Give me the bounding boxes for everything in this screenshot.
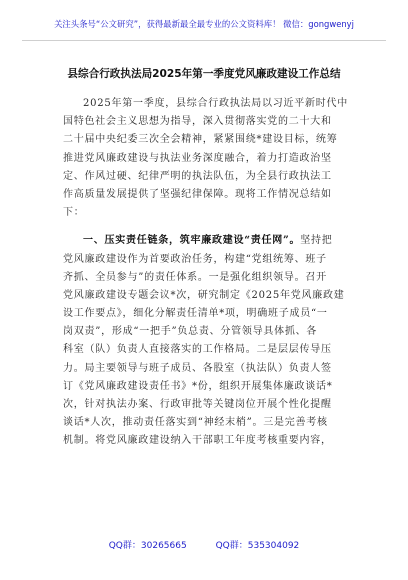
paragraph-line: 党风廉政建设专题会议*次，研究制定《2025年党风廉政建 [63, 289, 345, 301]
paragraph-line: 国特色社会主义思想为指导，深入贯彻落实党的二十大和 [63, 116, 332, 128]
paragraph-line: 岗双责”，形成“一把手”负总责、分管领导具体抓、各 [63, 326, 318, 338]
paragraph-line: 齐抓、全员参与”的责任体系。一是强化组织领导。召开 [63, 271, 327, 283]
section-heading-line [63, 232, 353, 250]
section-heading: 一、压实责任链条，筑牢廉政建设“责任网”。 [83, 235, 301, 247]
paragraph-line: 设工作要点》，细化分解责任清单*项，明确班子成员“一 [63, 308, 328, 320]
paragraph-line: 推进党风廉政建设与执法业务深度融合，着力打造政治坚 [63, 152, 332, 164]
paragraph-line: 科室（队）负责人直接落实的工作格局。二是层层传导压 [63, 344, 332, 356]
document-title: 县综合行政执法局2025年第一季度党风廉政建设工作总结 [67, 68, 341, 80]
footer [0, 538, 408, 551]
paragraph-line: 谈话*人次，推动责任落实到“神经末梢”。三是完善考核 [63, 417, 328, 429]
paragraph-line: 力。局主要领导与班子成员、各股室（执法队）负责人签 [63, 362, 332, 374]
paragraph-line: 定、作风过硬、纪律严明的执法队伍，为全县行政执法工 [63, 170, 332, 182]
paragraph-text: 坚持把 [300, 235, 333, 247]
paragraph-line: 党风廉政建设作为首要政治任务，构建“党组统筹、班子 [63, 253, 327, 265]
paragraph-line: 作高质量发展提供了坚强纪律保障。现将工作情况总结如 [63, 188, 332, 200]
paragraph-line: 下： [63, 207, 85, 219]
paragraph-line: 次，针对执法办案、行政审批等关键岗位开展个性化提醒 [63, 399, 332, 410]
paragraph-line: 二十届中央纪委三次全会精神，紧紧围绕*建设目标，统筹 [63, 134, 338, 146]
header-divider [22, 40, 386, 41]
paragraph-line: 订《党风廉政建设责任书》*份，组织开展集体廉政谈话* [63, 380, 333, 392]
paragraph-line: 2025年第一季度，县综合行政执法局以习近平新时代中 [83, 98, 348, 109]
paragraph-line: 机制。将党风廉政建设纳入干部职工年度考核重要内容， [63, 435, 332, 447]
header-banner: 关注头条号“公文研究”，获得最新最全最专业的公文资料库！ 微信：gongwenyj [54, 19, 354, 29]
qq-group-2: QQ群：535304092 [215, 541, 300, 551]
qq-group-1: QQ群：30265665 [108, 541, 187, 551]
document-body [63, 95, 353, 451]
